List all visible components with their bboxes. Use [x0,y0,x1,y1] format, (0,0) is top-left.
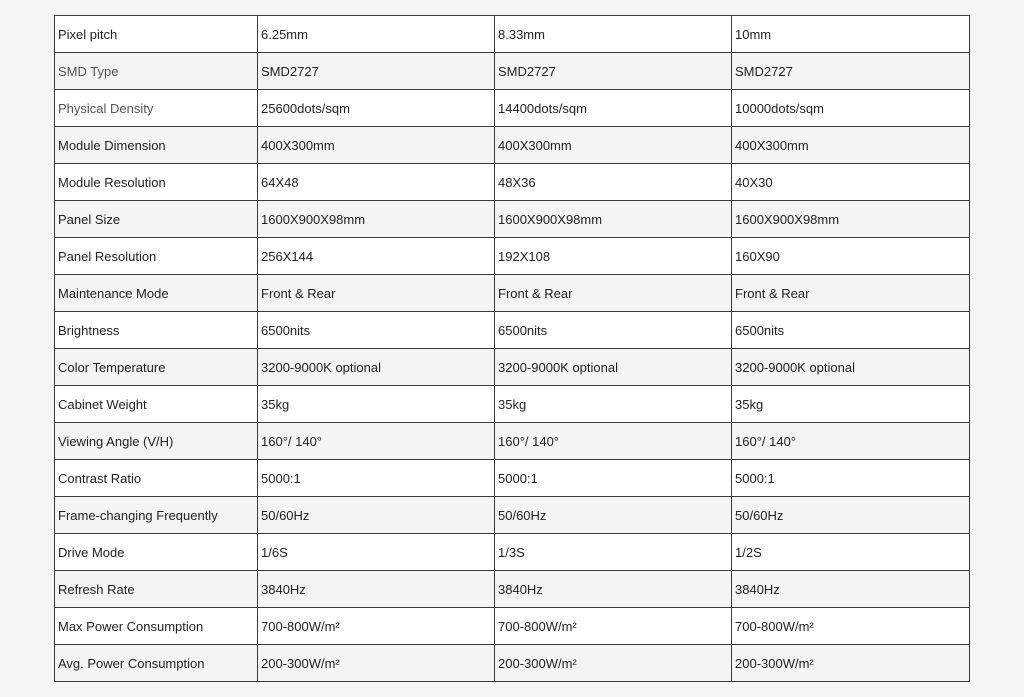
row-value: 200-300W/m² [732,645,970,682]
row-label: Refresh Rate [55,571,258,608]
row-value: 6500nits [732,312,970,349]
row-label: Drive Mode [55,534,258,571]
table-row [55,534,970,571]
row-label: Viewing Angle (V/H) [55,423,258,460]
row-value: 160°/ 140° [258,423,495,460]
spec-table-container [54,15,969,682]
row-label: Cabinet Weight [55,386,258,423]
row-value: 192X108 [495,238,732,275]
spec-table-body [55,16,970,682]
row-value: 6500nits [495,312,732,349]
row-value: 400X300mm [258,127,495,164]
row-value: 3840Hz [258,571,495,608]
row-value: 1/2S [732,534,970,571]
row-value: 35kg [495,386,732,423]
row-value: SMD2727 [495,53,732,90]
row-value: 3840Hz [732,571,970,608]
row-value: Front & Rear [258,275,495,312]
row-value: 10mm [732,16,970,53]
row-label: Color Temperature [55,349,258,386]
row-value: 50/60Hz [495,497,732,534]
row-label: Module Resolution [55,164,258,201]
row-value: 64X48 [258,164,495,201]
row-label: Max Power Consumption [55,608,258,645]
row-value: 256X144 [258,238,495,275]
row-value: 5000:1 [495,460,732,497]
table-row [55,571,970,608]
row-value: 6.25mm [258,16,495,53]
row-value: 400X300mm [495,127,732,164]
row-value: 8.33mm [495,16,732,53]
row-label: SMD Type [55,53,258,90]
row-value: 400X300mm [732,127,970,164]
row-value: 700-800W/m² [732,608,970,645]
row-value: SMD2727 [258,53,495,90]
row-value: 1600X900X98mm [495,201,732,238]
row-value: 160°/ 140° [732,423,970,460]
table-row [55,460,970,497]
row-value: 700-800W/m² [495,608,732,645]
row-value: 14400dots/sqm [495,90,732,127]
row-value: 3200-9000K optional [258,349,495,386]
row-label: Frame-changing Frequently [55,497,258,534]
table-row [55,275,970,312]
row-label: Pixel pitch [55,16,258,53]
row-value: 50/60Hz [732,497,970,534]
table-row [55,90,970,127]
row-value: 700-800W/m² [258,608,495,645]
table-row [55,349,970,386]
row-value: 35kg [258,386,495,423]
table-row [55,386,970,423]
row-value: 3840Hz [495,571,732,608]
table-row [55,201,970,238]
row-value: 1/3S [495,534,732,571]
table-row [55,53,970,90]
row-value: SMD2727 [732,53,970,90]
row-value: 10000dots/sqm [732,90,970,127]
row-value: 5000:1 [258,460,495,497]
table-row [55,127,970,164]
row-value: 3200-9000K optional [495,349,732,386]
row-value: 5000:1 [732,460,970,497]
row-value: 160°/ 140° [495,423,732,460]
row-value: 6500nits [258,312,495,349]
row-label: Physical Density [55,90,258,127]
row-value: 200-300W/m² [258,645,495,682]
row-label: Panel Size [55,201,258,238]
row-label: Contrast Ratio [55,460,258,497]
row-label: Maintenance Mode [55,275,258,312]
table-row [55,645,970,682]
row-value: 200-300W/m² [495,645,732,682]
row-value: 1/6S [258,534,495,571]
row-label: Panel Resolution [55,238,258,275]
row-value: 3200-9000K optional [732,349,970,386]
row-value: 25600dots/sqm [258,90,495,127]
row-value: 48X36 [495,164,732,201]
row-value: Front & Rear [495,275,732,312]
table-row [55,423,970,460]
table-row [55,238,970,275]
row-value: 40X30 [732,164,970,201]
row-value: 50/60Hz [258,497,495,534]
row-label: Brightness [55,312,258,349]
table-row [55,497,970,534]
row-value: 1600X900X98mm [258,201,495,238]
row-value: 35kg [732,386,970,423]
row-label: Avg. Power Consumption [55,645,258,682]
row-value: 160X90 [732,238,970,275]
table-row [55,16,970,53]
row-value: 1600X900X98mm [732,201,970,238]
table-row [55,164,970,201]
table-row [55,608,970,645]
row-label: Module Dimension [55,127,258,164]
table-row [55,312,970,349]
row-value: Front & Rear [732,275,970,312]
spec-table [54,15,970,682]
